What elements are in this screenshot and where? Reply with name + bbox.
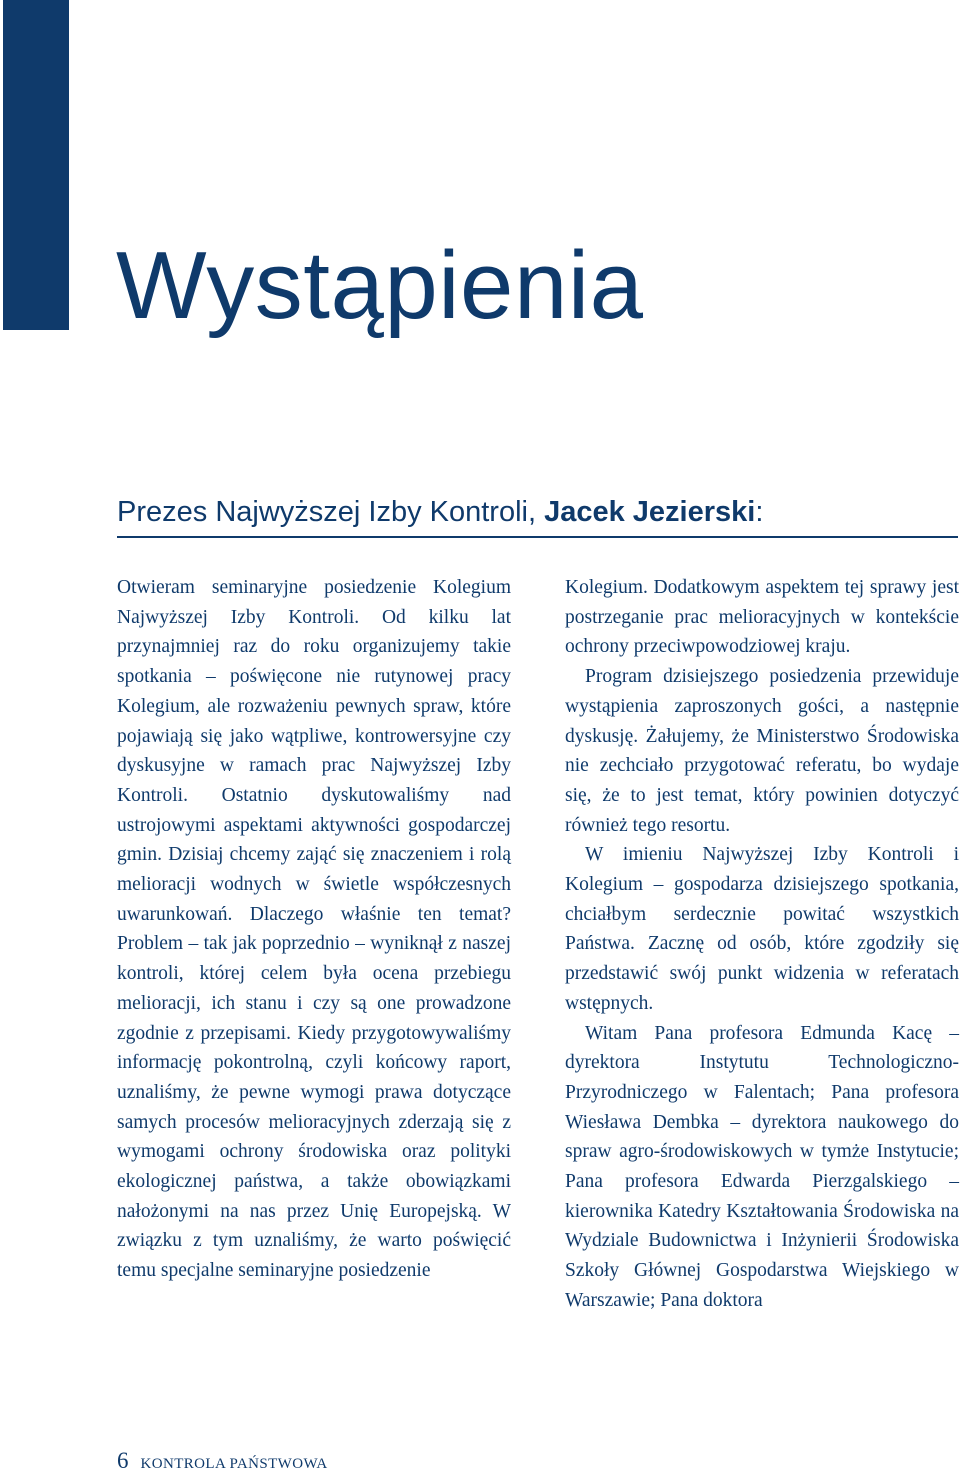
speaker-name: Jacek Jezierski [544, 496, 756, 528]
right-column [565, 573, 959, 1316]
section-title: Wystąpienia [116, 232, 644, 339]
paragraph: Witam Pana profesora Edmunda Kacę – dyrektora Instytutu Technologiczno-Przyrodniczego w Falentach; Pana profesora Wiesława Dembka – dyrektora naukowego do spraw agro-środowiskowych w tymże Instytucie; Pana profesora Edwarda Pierzgalskiego – kierownika Katedry Kształtowania Środowiska na Wydziale Budownictwa i Inżynierii Środowiska Szkoły Głównej Gospodarstwa Wiejskiego w Warszawie; Pana doktora [565, 1022, 959, 1311]
speaker-title: Prezes Najwyższej Izby Kontroli, [117, 496, 545, 528]
left-column [117, 573, 511, 1286]
accent-bar [3, 0, 69, 330]
page-number: 6 [117, 1448, 129, 1473]
heading-divider [117, 536, 958, 538]
page-footer [117, 1448, 328, 1474]
speaker-heading [117, 494, 763, 530]
paragraph: Kolegium. Dodatkowym aspektem tej sprawy jest postrzeganie prac melioracyjnych w kontekście ochrony przeciwpowodziowej kraju. [565, 577, 959, 658]
journal-name: KONTROLA PAŃSTWOWA [140, 1456, 328, 1472]
paragraph: Otwieram seminaryjne posiedzenie Kolegium Najwyższej Izby Kontroli. Od kilku lat przynajmniej raz do roku organizujemy takie spotkania – poświęcone nie rutynowej pracy Kolegium, ale rozważeniu pewnych spraw, które pojawiają się jako wątpliwe, kontrowersyjne czy dyskusyjne w ramach prac Najwyższej Izby Kontroli. Ostatnio dyskutowaliśmy nad ustrojowymi aspektami aktywności gospodarczej gmin. Dzisiaj chcemy zająć się znaczeniem i rolą melioracji wodnych w świetle współczesnych uwarunkowań. Dlaczego właśnie ten temat? Problem – tak jak poprzednio – wyniknął z naszej kontroli, której celem była ocena przebiegu melioracji, ich stanu i czy są one prowadzone zgodnie z przepisami. Kiedy przygotowywaliśmy informację pokontrolną, czyli końcowy raport, uznaliśmy, że pewne wymogi prawa dotyczące samych procesów melioracyjnych zderzają się z wymogami ochrony środowiska oraz polityki ekologicznej państwa, a także obowiązkami nałożonymi na nas przez Unię Europejską. W związku z tym uznaliśmy, że warto poświęcić temu specjalne seminaryjne posiedzenie [117, 577, 511, 1282]
paragraph: W imieniu Najwyższej Izby Kontroli i Kolegium – gospodarza dzisiejszego spotkania, chciałbym serdecznie powitać wszystkich Państwa. Zacznę od osób, które zgodziły się przedstawić swój punkt widzenia w referatach wstępnych. [565, 844, 959, 1014]
paragraph: Program dzisiejszego posiedzenia przewiduje wystąpienia zaproszonych gości, a następnie dyskusję. Żałujemy, że Ministerstwo Środowiska nie zechciało przygotować referatu, bo wydaje się, że to jest temat, który powinien dotyczyć również tego resortu. [565, 666, 959, 836]
speaker-colon: : [755, 496, 764, 528]
